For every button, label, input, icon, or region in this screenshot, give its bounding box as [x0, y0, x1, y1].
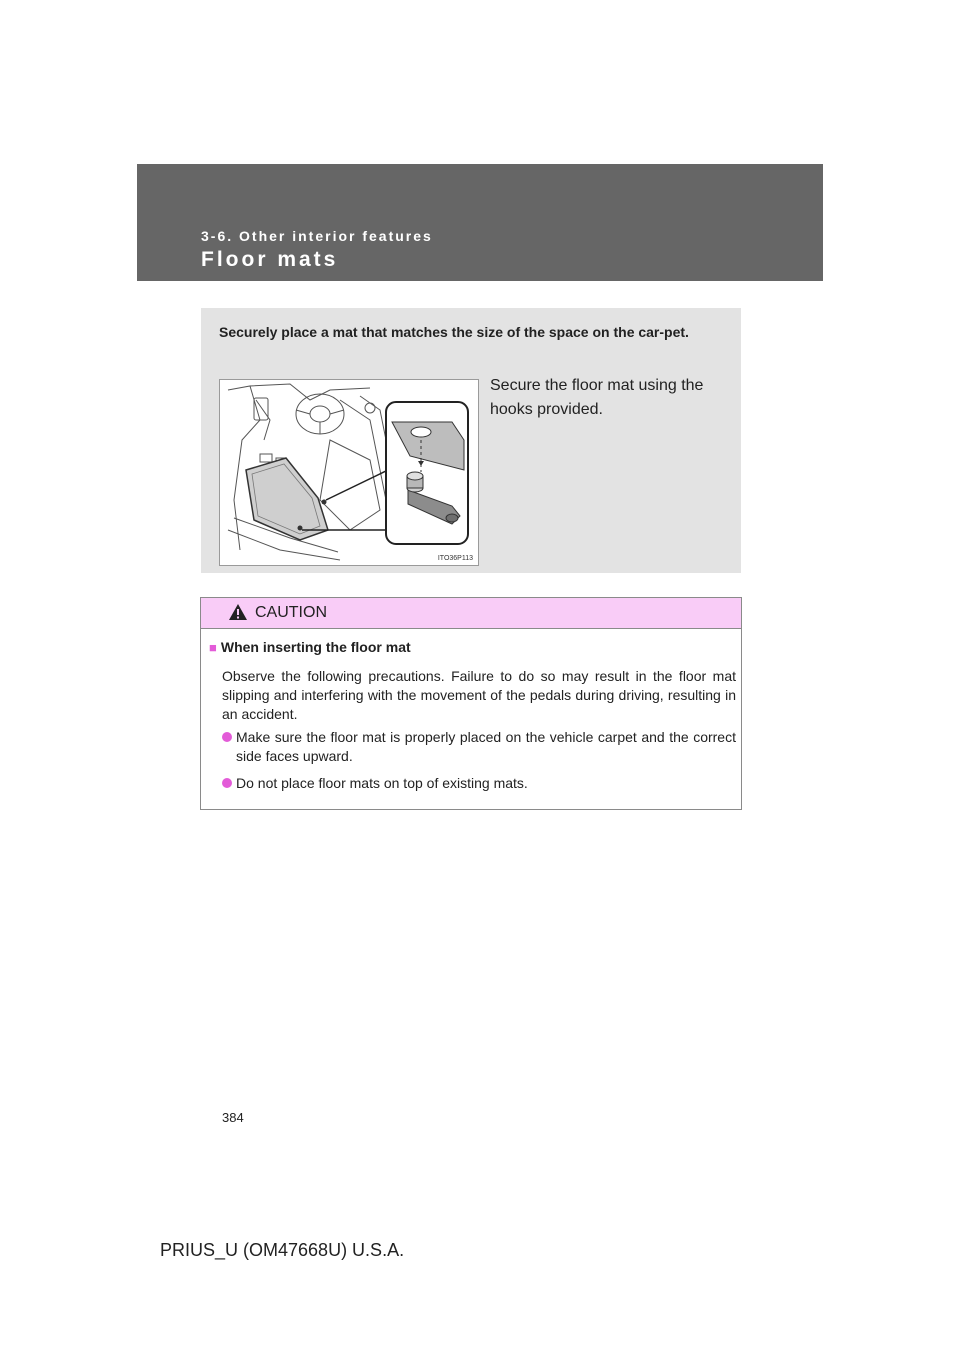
caution-heading: [209, 639, 411, 655]
caution-header: [201, 598, 741, 629]
page-number: 384: [222, 1110, 244, 1125]
caution-bullet-text: Do not place floor mats on top of existing mats.: [236, 775, 528, 791]
floor-mat-illustration: [219, 379, 479, 566]
intro-text: Securely place a mat that matches the size of the space on the car-pet.: [219, 324, 689, 340]
caution-label: CAUTION: [255, 604, 327, 621]
caution-heading-text: When inserting the floor mat: [220, 639, 411, 655]
section-header: [137, 164, 823, 281]
warning-triangle-icon: [228, 603, 248, 621]
footer-model-code: PRIUS_U (OM47668U) U.S.A.: [160, 1240, 405, 1260]
car-interior-drawing: [220, 380, 478, 565]
square-bullet-icon: ■: [209, 640, 217, 655]
caution-bullet: [222, 774, 736, 793]
page-title: Floor mats: [201, 248, 339, 271]
caution-box: [200, 597, 742, 810]
figure-code: ITO36P113: [437, 555, 473, 562]
bullet-dot-icon: [222, 732, 232, 742]
caution-bullet-text: Make sure the floor mat is properly placed on the vehicle carpet and the correct side faces upward.: [236, 729, 736, 764]
caution-paragraph: Observe the following precautions. Failure to do so may result in the floor mat slipping and interfering with the movement of the pedals during driving, resulting in an accident.: [222, 668, 736, 722]
caution-bullet: [222, 728, 736, 766]
intro-box: [201, 308, 741, 573]
section-label: 3-6. Other interior features: [201, 228, 433, 244]
side-note: Secure the floor mat using the hooks provided.: [490, 377, 704, 418]
bullet-dot-icon: [222, 778, 232, 788]
